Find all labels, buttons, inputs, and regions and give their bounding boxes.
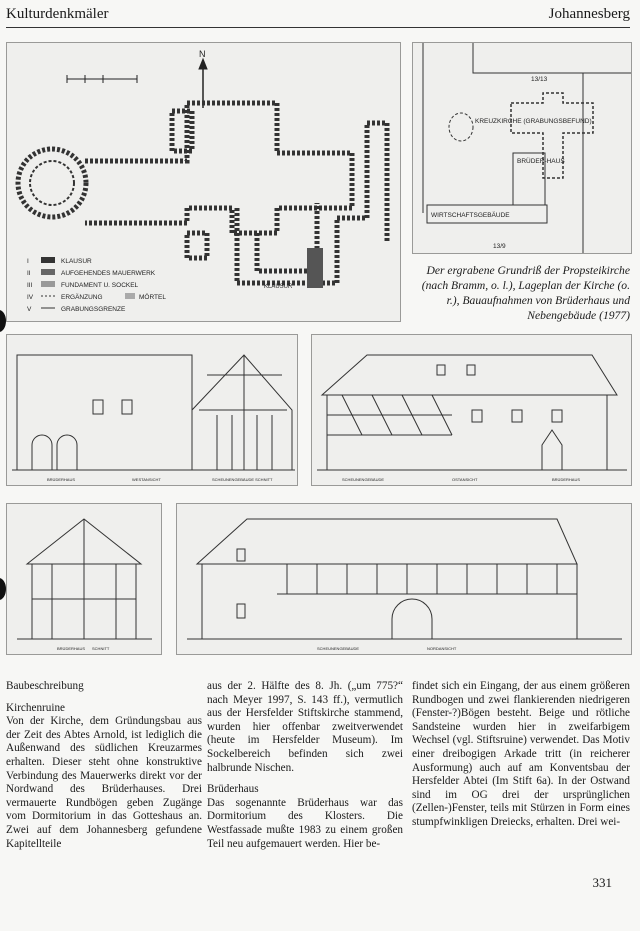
- elevation-label: SCHEUNENGEBÄUDE: [317, 646, 360, 651]
- site-label-church: KREUZKIRCHE (GRABUNGSBEFUND): [475, 118, 592, 125]
- elevation-label: SCHEUNENGEBÄUDE SCHNITT: [212, 477, 273, 482]
- text-column-1: [6, 680, 202, 851]
- svg-text:FUNDAMENT U. SOCKEL: FUNDAMENT U. SOCKEL: [61, 282, 139, 289]
- plan-stamp-label: KLAUSUR: [264, 284, 293, 290]
- svg-text:V: V: [27, 306, 32, 313]
- elevation-label: WESTANSICHT: [132, 477, 161, 482]
- elevation-label: BRÜDERHAUS: [57, 646, 86, 651]
- site-parcel-number: 13/13: [531, 76, 548, 83]
- page-number: 331: [592, 875, 612, 890]
- north-elevation-figure: [176, 503, 632, 655]
- section-subheading: Kirchenruine: [6, 701, 66, 714]
- svg-text:III: III: [27, 282, 33, 289]
- elevation-label: SCHEUNENGEBÄUDE: [342, 477, 385, 482]
- section-subheading: Brüderhaus: [207, 783, 259, 796]
- svg-text:IV: IV: [27, 294, 34, 301]
- body-paragraph: Das sogenannte Brüderhaus war das Dormitorium des Klosters. Die Westfassade mußte 1983 zu einem großen Teil neu aufgemauert werden. Hier be-: [207, 796, 403, 850]
- svg-text:AUFGEHENDES MAUERWERK: AUFGEHENDES MAUERWERK: [61, 270, 156, 277]
- plan-legend-row: [27, 306, 126, 313]
- text-column-3: [412, 680, 630, 830]
- svg-text:I: I: [27, 258, 29, 265]
- elevation-label: BRÜDERHAUS: [552, 477, 581, 482]
- svg-text:GRABUNGSGRENZE: GRABUNGSGRENZE: [61, 306, 126, 313]
- body-paragraph: findet sich ein Eingang, der aus einem größeren Rundbogen und zwei flankierenden niedrigeren (Fenster-?)Bögen besteht. Beige und rötliche Sandsteine wurden hier in zweifarbigem Wechsel (vgl. Stiftsruine) verwendet. Das Motiv einer dreibogigen Arkade tritt (in reicherer Ausformung) auch auf am Konventsbau der Hersfelder Abtei (Im Stift 6a). In der Ostwand sind im OG drei der ursprünglichen (Zellen-)Fenster, teils mit Stürzen in Form eines stumpfwinkligen Dreiecks, erhalten. Drei wei-: [412, 680, 630, 828]
- plan-legend-row: [27, 269, 156, 277]
- section-heading: Baubeschreibung: [6, 680, 84, 692]
- east-elevation-figure: [311, 334, 632, 486]
- site-parcel-number: 13/9: [493, 243, 506, 250]
- site-label-farm: WIRTSCHAFTSGEBÄUDE: [431, 212, 510, 219]
- plan-legend-row: [27, 293, 166, 301]
- elevation-label: BRÜDERHAUS: [47, 477, 76, 482]
- svg-text:II: II: [27, 270, 31, 277]
- body-paragraph: aus der 2. Hälfte des 8. Jh. („um 775?“ nach Meyer 1997, S. 143 ff.), vermutlich aus der Hersfelder Stiftskirche stammend, wurden hier offenbar zweitverwendet (heute im Hersfelder Museum). Im Sockelbereich befinden sich zwei halbrunde Nischen.: [207, 680, 403, 774]
- body-paragraph: Von der Kirche, dem Gründungsbau aus der Zeit des Abtes Arnold, ist lediglich die Außenwand des südlichen Kreuzarmes erhalten. Dieser steht ohne konstruktive Verbindung des Mauerwerks direkt vor der Nordwand des Brüderhauses. Drei vermauerte Rundbögen geben Zugänge vom Dormitorium in das Gotteshaus an. Zwei auf dem Johannesberg gefundene Kapitellteile: [6, 715, 202, 850]
- elevation-label: SCHNITT: [92, 646, 110, 651]
- figure-caption: Der ergrabene Grundriß der Propsteikirche (nach Bramm, o. l.), Lageplan der Kirche (o. r.), Bauaufnahmen von Brüderhaus und Nebengebäude (1977): [421, 264, 630, 322]
- ground-plan-figure: [6, 42, 401, 322]
- site-label-house: BRÜDER-HAUS: [517, 158, 565, 165]
- svg-text:MÖRTEL: MÖRTEL: [139, 294, 166, 301]
- elevation-label: OSTANSICHT: [452, 477, 478, 482]
- header-left-title: Kulturdenkmäler: [6, 6, 109, 22]
- section-figure: [6, 503, 162, 655]
- header-right-title: Johannesberg: [548, 6, 630, 22]
- text-column-2: [207, 680, 403, 851]
- plan-legend-row: [27, 257, 92, 265]
- west-elevation-figure: [6, 334, 298, 486]
- svg-text:KLAUSUR: KLAUSUR: [61, 258, 92, 265]
- site-plan-figure: [412, 42, 632, 254]
- elevation-label: NORDANSICHT: [427, 646, 457, 651]
- north-arrow-label: N: [199, 49, 206, 59]
- header-rule: [6, 27, 630, 28]
- svg-text:ERGÄNZUNG: ERGÄNZUNG: [61, 294, 103, 301]
- plan-legend-row: [27, 281, 139, 289]
